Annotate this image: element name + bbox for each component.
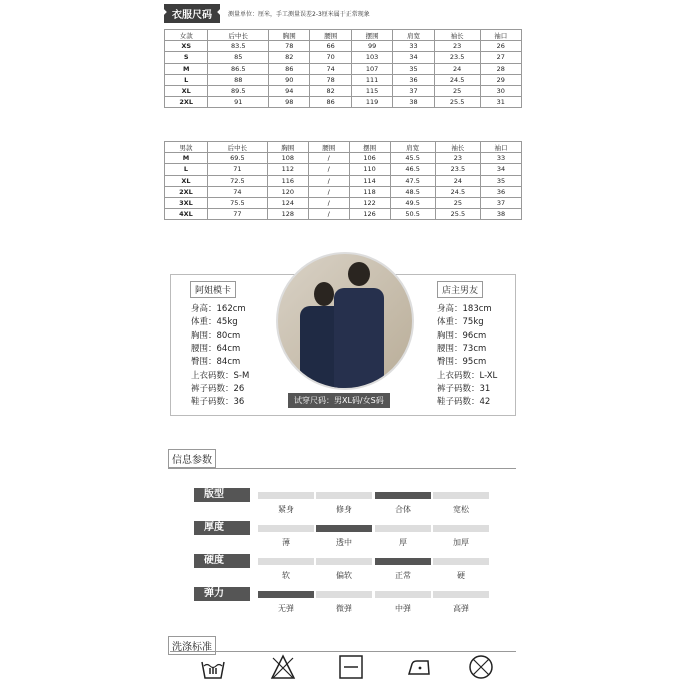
table-cell: 83.5 <box>208 41 269 52</box>
param-option: 薄 <box>282 538 290 547</box>
param-bar-selected <box>375 492 431 499</box>
param-option: 透中 <box>336 538 352 547</box>
table-cell: 107 <box>351 63 392 74</box>
table-cell: 38 <box>481 209 522 220</box>
table-cell: 26 <box>480 41 522 52</box>
table-cell: 38 <box>393 97 434 108</box>
size-label: M <box>165 153 208 164</box>
table-cell: 69.5 <box>207 153 267 164</box>
model-stat-line: 裤子码数：26 <box>191 383 245 394</box>
table-cell: 85 <box>208 52 269 63</box>
iron-low-icon <box>406 654 432 680</box>
table-cell: 119 <box>351 97 392 108</box>
table-header-row <box>165 142 522 153</box>
table-header-cell: 肩宽 <box>393 30 434 41</box>
table-cell: 128 <box>267 209 308 220</box>
table-cell: 35 <box>481 175 522 186</box>
table-cell: 31 <box>480 97 522 108</box>
table-header-cell: 袖长 <box>434 30 480 41</box>
table-cell: 103 <box>351 52 392 63</box>
table-cell: 116 <box>267 175 308 186</box>
table-cell: / <box>308 153 349 164</box>
table-cell: 36 <box>481 186 522 197</box>
param-bar <box>433 591 489 598</box>
try-on-size: 试穿尺码：男XL码/女S码 <box>288 393 390 408</box>
param-bar <box>375 591 431 598</box>
no-bleach-icon <box>270 654 296 680</box>
table-cell: / <box>308 209 349 220</box>
table-cell: 37 <box>393 85 434 96</box>
table-cell: 86 <box>310 97 351 108</box>
table-cell: 82 <box>269 52 310 63</box>
table-cell: 90 <box>269 74 310 85</box>
table-cell: 48.5 <box>390 186 435 197</box>
table-header-cell: 肩宽 <box>390 142 435 153</box>
size-label: XL <box>165 175 208 186</box>
table-cell: 82 <box>310 85 351 96</box>
table-cell: 71 <box>207 164 267 175</box>
model-stat-line: 胸围：96cm <box>437 330 487 341</box>
param-label: 厚度 <box>194 521 250 535</box>
table-cell: 111 <box>351 74 392 85</box>
table-cell: 98 <box>269 97 310 108</box>
table-cell: 23 <box>435 153 480 164</box>
table-cell: 94 <box>269 85 310 96</box>
table-cell: 23.5 <box>435 164 480 175</box>
table-row <box>165 197 522 208</box>
table-cell: 35 <box>393 63 434 74</box>
model-stat-line: 腰围：73cm <box>437 343 487 354</box>
table-row <box>165 164 522 175</box>
table-cell: 122 <box>349 197 390 208</box>
table-row <box>165 63 522 74</box>
model-stat-line: 裤子码数：31 <box>437 383 491 394</box>
table-cell: 30 <box>480 85 522 96</box>
table-row <box>165 52 522 63</box>
table-cell: 70 <box>310 52 351 63</box>
param-bar <box>316 591 372 598</box>
table-cell: 126 <box>349 209 390 220</box>
table-cell: 49.5 <box>390 197 435 208</box>
table-cell: 25 <box>435 197 480 208</box>
table-cell: 25.5 <box>435 209 480 220</box>
size-label: 4XL <box>165 209 208 220</box>
size-header <box>164 4 370 23</box>
param-option: 无弹 <box>278 604 294 613</box>
table-cell: 74 <box>310 63 351 74</box>
model-stat-line: 体重：75kg <box>437 317 484 328</box>
table-row <box>165 153 522 164</box>
param-bar <box>433 525 489 532</box>
washing-divider <box>170 651 516 652</box>
size-label: L <box>165 74 208 85</box>
table-header-cell: 袖口 <box>480 30 522 41</box>
model-stat-line: 鞋子码数：36 <box>191 397 245 408</box>
table-cell: 24.5 <box>435 186 480 197</box>
table-header-cell: 摆围 <box>351 30 392 41</box>
table-cell: 50.5 <box>390 209 435 220</box>
table-cell: 25 <box>434 85 480 96</box>
table-cell: 89.5 <box>208 85 269 96</box>
param-option: 高弹 <box>453 604 469 613</box>
model-stat-line: 体重：45kg <box>191 317 238 328</box>
size-label: 2XL <box>165 97 208 108</box>
param-label: 弹力 <box>194 587 250 601</box>
table-header-cell: 女款 <box>165 30 208 41</box>
table-cell: 47.5 <box>390 175 435 186</box>
table-cell: 28 <box>480 63 522 74</box>
table-row <box>165 74 522 85</box>
param-bar <box>433 492 489 499</box>
table-cell: 108 <box>267 153 308 164</box>
param-option: 加厚 <box>453 538 469 547</box>
table-cell: 66 <box>310 41 351 52</box>
table-row <box>165 41 522 52</box>
table-cell: 114 <box>349 175 390 186</box>
param-option: 软 <box>282 571 290 580</box>
param-option: 宽松 <box>453 505 469 514</box>
table-cell: 27 <box>480 52 522 63</box>
param-bar <box>258 492 314 499</box>
size-label: S <box>165 52 208 63</box>
param-option: 紧身 <box>278 505 294 514</box>
couple-photo <box>276 252 414 390</box>
men-size-table <box>164 141 522 220</box>
param-bar <box>316 492 372 499</box>
table-cell: 29 <box>480 74 522 85</box>
model-stat-line: 上衣码数：S-M <box>191 370 250 381</box>
param-bar <box>258 525 314 532</box>
table-header-cell: 胸围 <box>269 30 310 41</box>
table-cell: 23 <box>434 41 480 52</box>
size-label: 2XL <box>165 186 208 197</box>
table-cell: 45.5 <box>390 153 435 164</box>
table-cell: 78 <box>269 41 310 52</box>
param-option: 修身 <box>336 505 352 514</box>
param-option: 正常 <box>395 571 411 580</box>
size-label: XS <box>165 41 208 52</box>
table-cell: / <box>308 175 349 186</box>
param-bar <box>258 558 314 565</box>
table-cell: / <box>308 186 349 197</box>
table-header-cell: 袖长 <box>435 142 480 153</box>
param-option: 微弹 <box>336 604 352 613</box>
param-bar-selected <box>375 558 431 565</box>
table-cell: 112 <box>267 164 308 175</box>
table-header-cell: 后中长 <box>207 142 267 153</box>
size-label: XL <box>165 85 208 96</box>
washing-section-title: 洗涤标准 <box>168 636 516 655</box>
table-cell: 106 <box>349 153 390 164</box>
table-cell: 115 <box>351 85 392 96</box>
table-cell: 86.5 <box>208 63 269 74</box>
table-cell: 23.5 <box>434 52 480 63</box>
table-row <box>165 97 522 108</box>
param-bar-selected <box>258 591 314 598</box>
model-stat-line: 臀围：84cm <box>191 357 241 368</box>
measure-note: 测量单位：厘米，手工测量误差2-3厘米属于正常现象 <box>228 11 370 18</box>
table-cell: 88 <box>208 74 269 85</box>
table-cell: 24 <box>434 63 480 74</box>
table-header-cell: 腰围 <box>310 30 351 41</box>
param-bar <box>433 558 489 565</box>
table-cell: 34 <box>481 164 522 175</box>
hand-wash-icon <box>200 654 226 680</box>
table-cell: 77 <box>207 209 267 220</box>
table-header-cell: 袖口 <box>481 142 522 153</box>
table-cell: 74 <box>207 186 267 197</box>
table-cell: 25.5 <box>434 97 480 108</box>
table-cell: 124 <box>267 197 308 208</box>
table-cell: 72.5 <box>207 175 267 186</box>
param-option: 偏软 <box>336 571 352 580</box>
params-section-title: 信息参数 <box>168 449 516 469</box>
table-cell: 34 <box>393 52 434 63</box>
param-label: 硬度 <box>194 554 250 568</box>
table-cell: 91 <box>208 97 269 108</box>
table-cell: 24.5 <box>434 74 480 85</box>
table-header-cell: 男款 <box>165 142 208 153</box>
param-bar <box>375 525 431 532</box>
param-option: 中弹 <box>395 604 411 613</box>
table-cell: 75.5 <box>207 197 267 208</box>
table-row <box>165 85 522 96</box>
table-cell: 78 <box>310 74 351 85</box>
model-stat-line: 上衣码数：L-XL <box>437 370 498 381</box>
model-stat-line: 鞋子码数：42 <box>437 397 491 408</box>
table-header-cell: 后中长 <box>208 30 269 41</box>
model-stat-line: 臀围：95cm <box>437 357 487 368</box>
table-cell: / <box>308 197 349 208</box>
table-cell: 46.5 <box>390 164 435 175</box>
table-cell: 36 <box>393 74 434 85</box>
model-stat-line: 腰围：64cm <box>191 343 241 354</box>
line-dry-icon <box>338 654 364 680</box>
param-bar <box>316 558 372 565</box>
women-size-table <box>164 29 522 108</box>
table-header-cell: 摆围 <box>349 142 390 153</box>
size-label: L <box>165 164 208 175</box>
param-bar-selected <box>316 525 372 532</box>
model-stat-line: 身高：183cm <box>437 304 492 314</box>
table-cell: 86 <box>269 63 310 74</box>
table-header-cell: 胸围 <box>267 142 308 153</box>
female-model-title: 阿姐模卡 <box>190 281 236 298</box>
model-stat-line: 身高：162cm <box>191 304 246 314</box>
size-label: 3XL <box>165 197 208 208</box>
size-label: M <box>165 63 208 74</box>
male-model-title: 店主男友 <box>437 281 483 298</box>
table-header-cell: 腰围 <box>308 142 349 153</box>
param-label: 版型 <box>194 488 250 502</box>
table-header-row <box>165 30 522 41</box>
table-row <box>165 175 522 186</box>
table-cell: / <box>308 164 349 175</box>
param-option: 厚 <box>399 538 407 547</box>
table-cell: 120 <box>267 186 308 197</box>
no-dry-clean-icon <box>468 654 494 680</box>
table-cell: 110 <box>349 164 390 175</box>
param-option: 硬 <box>457 571 465 580</box>
model-stat-line: 胸围：80cm <box>191 330 241 341</box>
table-cell: 37 <box>481 197 522 208</box>
table-cell: 118 <box>349 186 390 197</box>
size-title: 衣服尺码 <box>164 4 220 23</box>
table-row <box>165 209 522 220</box>
table-cell: 24 <box>435 175 480 186</box>
table-cell: 99 <box>351 41 392 52</box>
table-cell: 33 <box>393 41 434 52</box>
param-option: 合体 <box>395 505 411 514</box>
table-cell: 33 <box>481 153 522 164</box>
table-row <box>165 186 522 197</box>
